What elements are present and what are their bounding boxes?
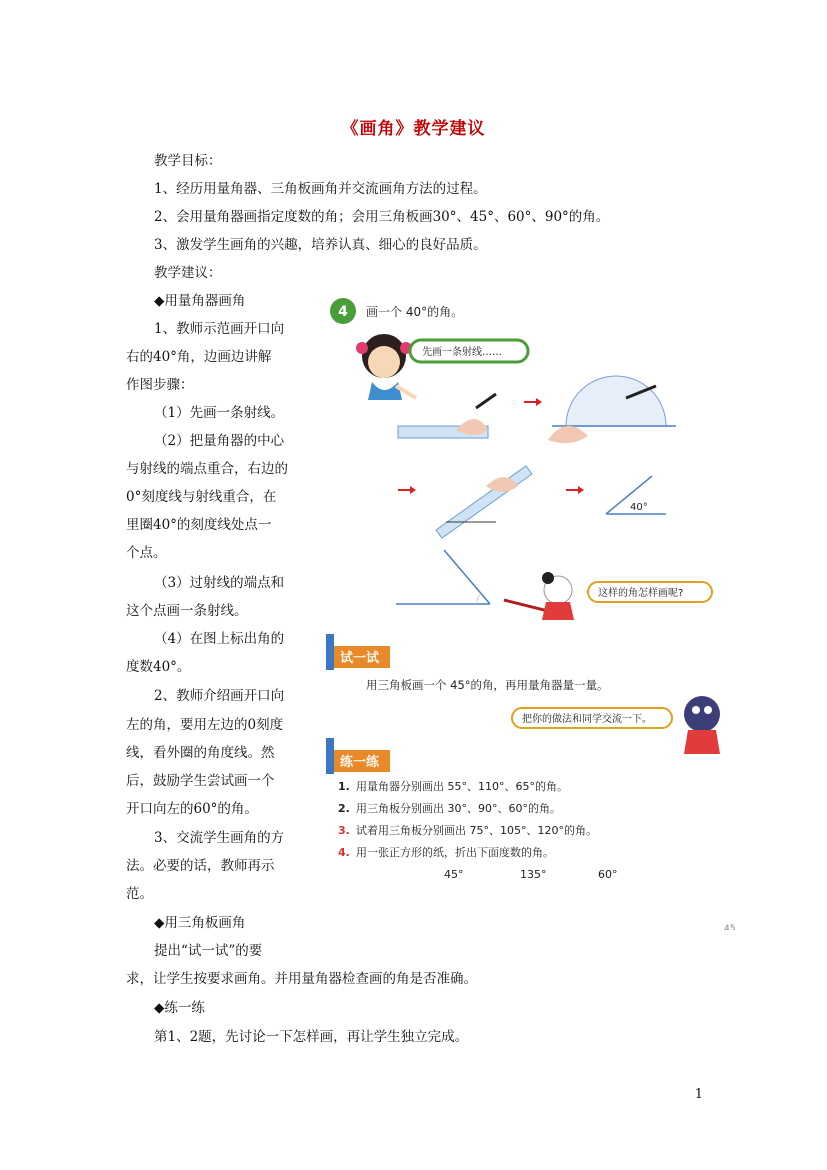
fold-angle: 135°	[520, 868, 547, 881]
section-protractor: ◆用量角器画角	[154, 293, 246, 309]
left-line: 提出“试一试”的要	[154, 943, 263, 959]
arrow-icon	[578, 486, 584, 494]
practice-num: 3.	[338, 824, 350, 837]
fold-angle: 60°	[598, 868, 618, 881]
try-header: 试一试	[340, 651, 380, 666]
practice-num: 2.	[338, 802, 350, 815]
bubble-how: 这样的角怎样画呢?	[598, 588, 684, 599]
page-number: 1	[694, 1087, 703, 1102]
left-line: 3、交流学生画角的方	[154, 830, 285, 846]
left-line: 范。	[126, 886, 153, 902]
document-title: 《画角》教学建议	[341, 119, 486, 139]
left-line: 开口向左的60°的角。	[126, 801, 258, 817]
left-line: 1、教师示范画开口向	[154, 321, 285, 337]
left-line: 线，看外圈的角度线。然	[126, 745, 275, 761]
pencil-icon	[326, 738, 334, 774]
body-line: 第1、2题，先讨论一下怎样画，再让学生独立完成。	[154, 1029, 469, 1045]
left-line: 0°刻度线与射线重合，在	[126, 489, 277, 505]
practice-item: 用量角器分别画出 55°、110°、65°的角。	[356, 780, 568, 793]
practice-num: 1.	[338, 780, 350, 793]
problem-text: 画一个 40°的角。	[366, 305, 464, 319]
left-line: 右的40°角，边画边讲解	[126, 349, 272, 365]
left-line: （3）过射线的端点和	[154, 575, 285, 591]
mouse-character	[542, 572, 574, 620]
left-line: （1）先画一条射线。	[154, 405, 285, 421]
pencil-icon	[326, 634, 334, 670]
bubble-share: 把你的做法和同学交流一下。	[522, 714, 652, 725]
section-practice: ◆练一练	[154, 1000, 205, 1016]
practice-num: 4.	[338, 846, 350, 859]
practice-item: 试着用三角板分别画出 75°、105°、120°的角。	[356, 824, 597, 837]
section-triangle: ◆用三角板画角	[154, 915, 246, 931]
practice-item: 用一张正方形的纸，折出下面度数的角。	[356, 846, 554, 859]
arrow-icon	[410, 486, 416, 494]
left-line: （2）把量角器的中心	[154, 433, 285, 449]
left-line: （4）在图上标出角的	[154, 631, 285, 647]
body-line: 求，让学生按要求画角。并用量角器检查画的角是否准确。	[126, 971, 477, 987]
pencil-icon	[476, 394, 496, 408]
practice-item: 用三角板分别画出 30°、90°、60°的角。	[356, 802, 561, 815]
angle-label: 40°	[630, 502, 648, 513]
bubble-draw-ray: 先画一条射线……	[422, 347, 502, 358]
try-text: 用三角板画一个 45°的角，再用量角器量一量。	[366, 678, 609, 692]
ruler	[436, 466, 532, 538]
fold-angle: 45°	[444, 868, 464, 881]
girl-character	[356, 334, 416, 400]
textbook-illustration	[326, 290, 746, 930]
left-line: 作图步骤：	[126, 377, 194, 393]
left-line: 度数40°。	[126, 659, 191, 675]
left-line: 与射线的端点重合，右边的	[126, 461, 288, 477]
left-line: 里圈40°的刻度线处点一	[126, 517, 272, 533]
book-page-number: 45	[724, 924, 736, 930]
objectives-heading: 教学目标：	[154, 153, 222, 169]
left-line: 后，鼓励学生尝试画一个	[126, 773, 275, 789]
arrow-icon	[536, 398, 542, 406]
objective-3: 3、激发学生画角的兴趣，培养认真、细心的良好品质。	[154, 237, 487, 253]
practice-header: 练一练	[340, 755, 380, 770]
hand-icon	[548, 426, 588, 443]
left-line: 2、教师介绍画开口向	[154, 688, 285, 704]
cat-character	[684, 696, 720, 754]
angle-ray	[444, 550, 490, 604]
left-line: 法。必要的话，教师再示	[126, 858, 275, 874]
left-line: 左的角，要用左边的0刻度	[126, 717, 284, 733]
angle-arc	[476, 593, 481, 604]
objective-1: 1、经历用量角器、三角板画角并交流画角方法的过程。	[154, 181, 487, 197]
left-line: 这个点画一条射线。	[126, 603, 248, 619]
textbook-figure	[326, 290, 746, 930]
protractor	[566, 376, 666, 426]
left-line: 个点。	[126, 545, 167, 561]
suggestions-heading: 教学建议：	[154, 265, 222, 281]
problem-number: 4	[338, 304, 348, 320]
objective-2: 2、会用量角器画指定度数的角；会用三角板画30°、45°、60°、90°的角。	[154, 209, 610, 225]
